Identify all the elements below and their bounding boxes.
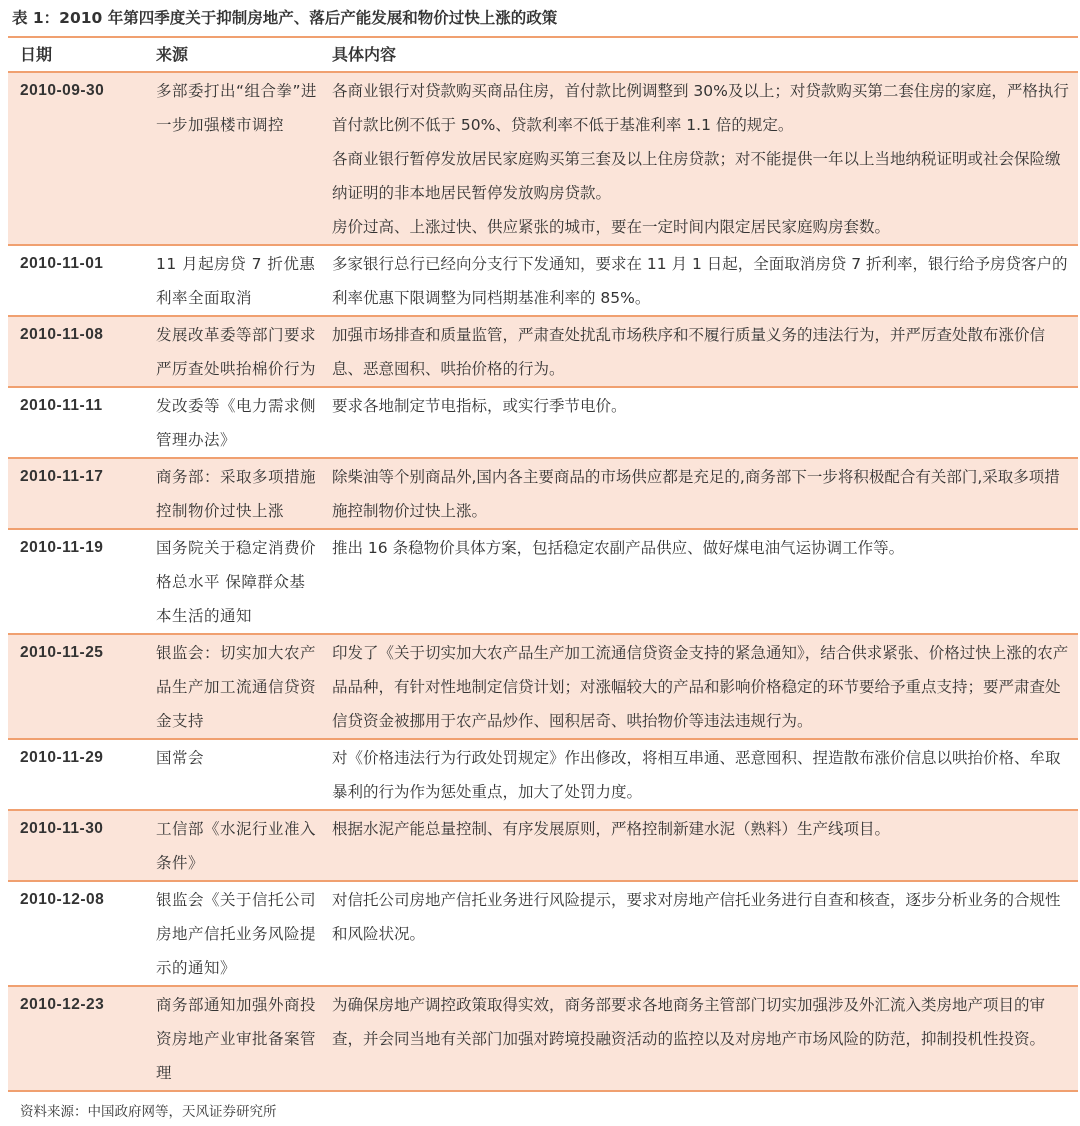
cell-content [320, 883, 1078, 985]
cell-content [320, 74, 1078, 244]
content-paragraph: 对信托公司房地产信托业务进行风险提示，要求对房地产信托业务进行自查和核查，逐步分析业务的合规性和风险状况。 [332, 891, 1061, 943]
cell-date: 2010-11-19 [20, 539, 104, 556]
table-row [8, 635, 1078, 740]
cell-content [320, 318, 1078, 386]
cell-date: 2010-11-30 [20, 820, 104, 837]
column-header-content: 具体内容 [332, 45, 397, 64]
content-paragraph: 房价过高、上涨过快、供应紧张的城市，要在一定时间内限定居民家庭购房套数。 [332, 218, 891, 236]
table-row [8, 811, 1078, 882]
table-row [8, 530, 1078, 635]
table-title: 表 1：2010 年第四季度关于抑制房地产、落后产能发展和物价过快上涨的政策 [12, 9, 558, 27]
cell-source: 国常会 [156, 749, 205, 767]
cell-content [320, 531, 1078, 633]
table-row [8, 246, 1078, 317]
cell-content [320, 460, 1078, 528]
column-header-source: 来源 [156, 45, 189, 64]
cell-source: 国务院关于稳定消费价格总水平 保障群众基本生活的通知 [156, 539, 317, 625]
cell-date: 2010-11-08 [20, 326, 104, 343]
content-paragraph: 除柴油等个别商品外,国内各主要商品的市场供应都是充足的,商务部下一步将积极配合有关部门,采取多项措施控制物价过快上涨。 [332, 468, 1060, 520]
cell-source: 银监会《关于信托公司房地产信托业务风险提示的通知》 [156, 891, 317, 977]
cell-source: 工信部《水泥行业准入条件》 [156, 820, 317, 872]
table-row [8, 73, 1078, 246]
cell-date: 2010-11-11 [20, 397, 103, 414]
content-paragraph: 各商业银行暂停发放居民家庭购买第三套及以上住房贷款；对不能提供一年以上当地纳税证明或社会保险缴纳证明的非本地居民暂停发放购房贷款。 [332, 150, 1061, 202]
table-row [8, 317, 1078, 388]
cell-content [320, 812, 1078, 880]
policy-table-document [8, 0, 1078, 1126]
cell-date: 2010-11-29 [20, 749, 104, 766]
cell-date: 2010-12-23 [20, 996, 105, 1013]
content-paragraph: 要求各地制定节电指标，或实行季节电价。 [332, 397, 627, 415]
table-row [8, 388, 1078, 459]
cell-content [320, 988, 1078, 1090]
content-paragraph: 加强市场排查和质量监管，严肃查处扰乱市场秩序和不履行质量义务的违法行为，并严厉查处散布涨价信息、恶意囤积、哄抬价格的行为。 [332, 326, 1046, 378]
cell-source: 商务部通知加强外商投资房地产业审批备案管理 [156, 996, 317, 1082]
cell-content [320, 247, 1078, 315]
table-header [8, 36, 1078, 73]
table-row [8, 740, 1078, 811]
cell-source: 11 月起房贷 7 折优惠利率全面取消 [156, 255, 316, 307]
content-paragraph: 推出 16 条稳物价具体方案，包括稳定农副产品供应、做好煤电油气运协调工作等。 [332, 539, 905, 557]
source-note: 资料来源：中国政府网等，天风证券研究所 [20, 1104, 277, 1120]
table-row [8, 459, 1078, 530]
table-body [8, 73, 1078, 1092]
cell-source: 发改委等《电力需求侧管理办法》 [156, 397, 317, 449]
table-row [8, 882, 1078, 987]
cell-date: 2010-12-08 [20, 891, 105, 908]
cell-source: 发展改革委等部门要求严厉查处哄抬棉价行为 [156, 326, 317, 378]
content-paragraph: 各商业银行对贷款购买商品住房，首付款比例调整到 30%及以上；对贷款购买第二套住房的家庭，严格执行首付款比例不低于 50%、贷款利率不低于基准利率 1.1 倍的规定。 [332, 82, 1069, 134]
content-paragraph: 为确保房地产调控政策取得实效，商务部要求各地商务主管部门切实加强涉及外汇流入类房地产项目的审查，并会同当地有关部门加强对跨境投融资活动的监控以及对房地产市场风险的防范，抑制投机性投资。 [332, 996, 1046, 1048]
column-header-date: 日期 [20, 45, 53, 64]
content-paragraph: 印发了《关于切实加大农产品生产加工流通信贷资金支持的紧急通知》，结合供求紧张、价格过快上涨的农产品品种，有针对性地制定信贷计划；对涨幅较大的产品和影响价格稳定的环节要给予重点支持；要严肃查处信贷资金被挪用于农产品炒作、囤积居奇、哄抬物价等违法违规行为。 [332, 644, 1069, 730]
cell-date: 2010-11-25 [20, 644, 104, 661]
cell-date: 2010-11-17 [20, 468, 104, 485]
content-paragraph: 对《价格违法行为行政处罚规定》作出修改，将相互串通、恶意囤积、捏造散布涨价信息以哄抬价格、牟取暴利的行为作为惩处重点，加大了处罚力度。 [332, 749, 1061, 801]
cell-content [320, 741, 1078, 809]
cell-date: 2010-11-01 [20, 255, 104, 272]
cell-content [320, 389, 1078, 457]
content-paragraph: 根据水泥产能总量控制、有序发展原则，严格控制新建水泥（熟料）生产线项目。 [332, 820, 891, 838]
cell-source: 商务部：采取多项措施控制物价过快上涨 [156, 468, 317, 520]
table-row [8, 987, 1078, 1092]
cell-date: 2010-09-30 [20, 82, 105, 99]
content-paragraph: 多家银行总行已经向分支行下发通知，要求在 11 月 1 日起，全面取消房贷 7 折利率，银行给予房贷客户的利率优惠下限调整为同档期基准利率的 85%。 [332, 255, 1068, 307]
cell-content [320, 636, 1078, 738]
cell-source: 多部委打出“组合拳”进一步加强楼市调控 [156, 82, 318, 134]
cell-source: 银监会：切实加大农产品生产加工流通信贷资金支持 [156, 644, 317, 730]
